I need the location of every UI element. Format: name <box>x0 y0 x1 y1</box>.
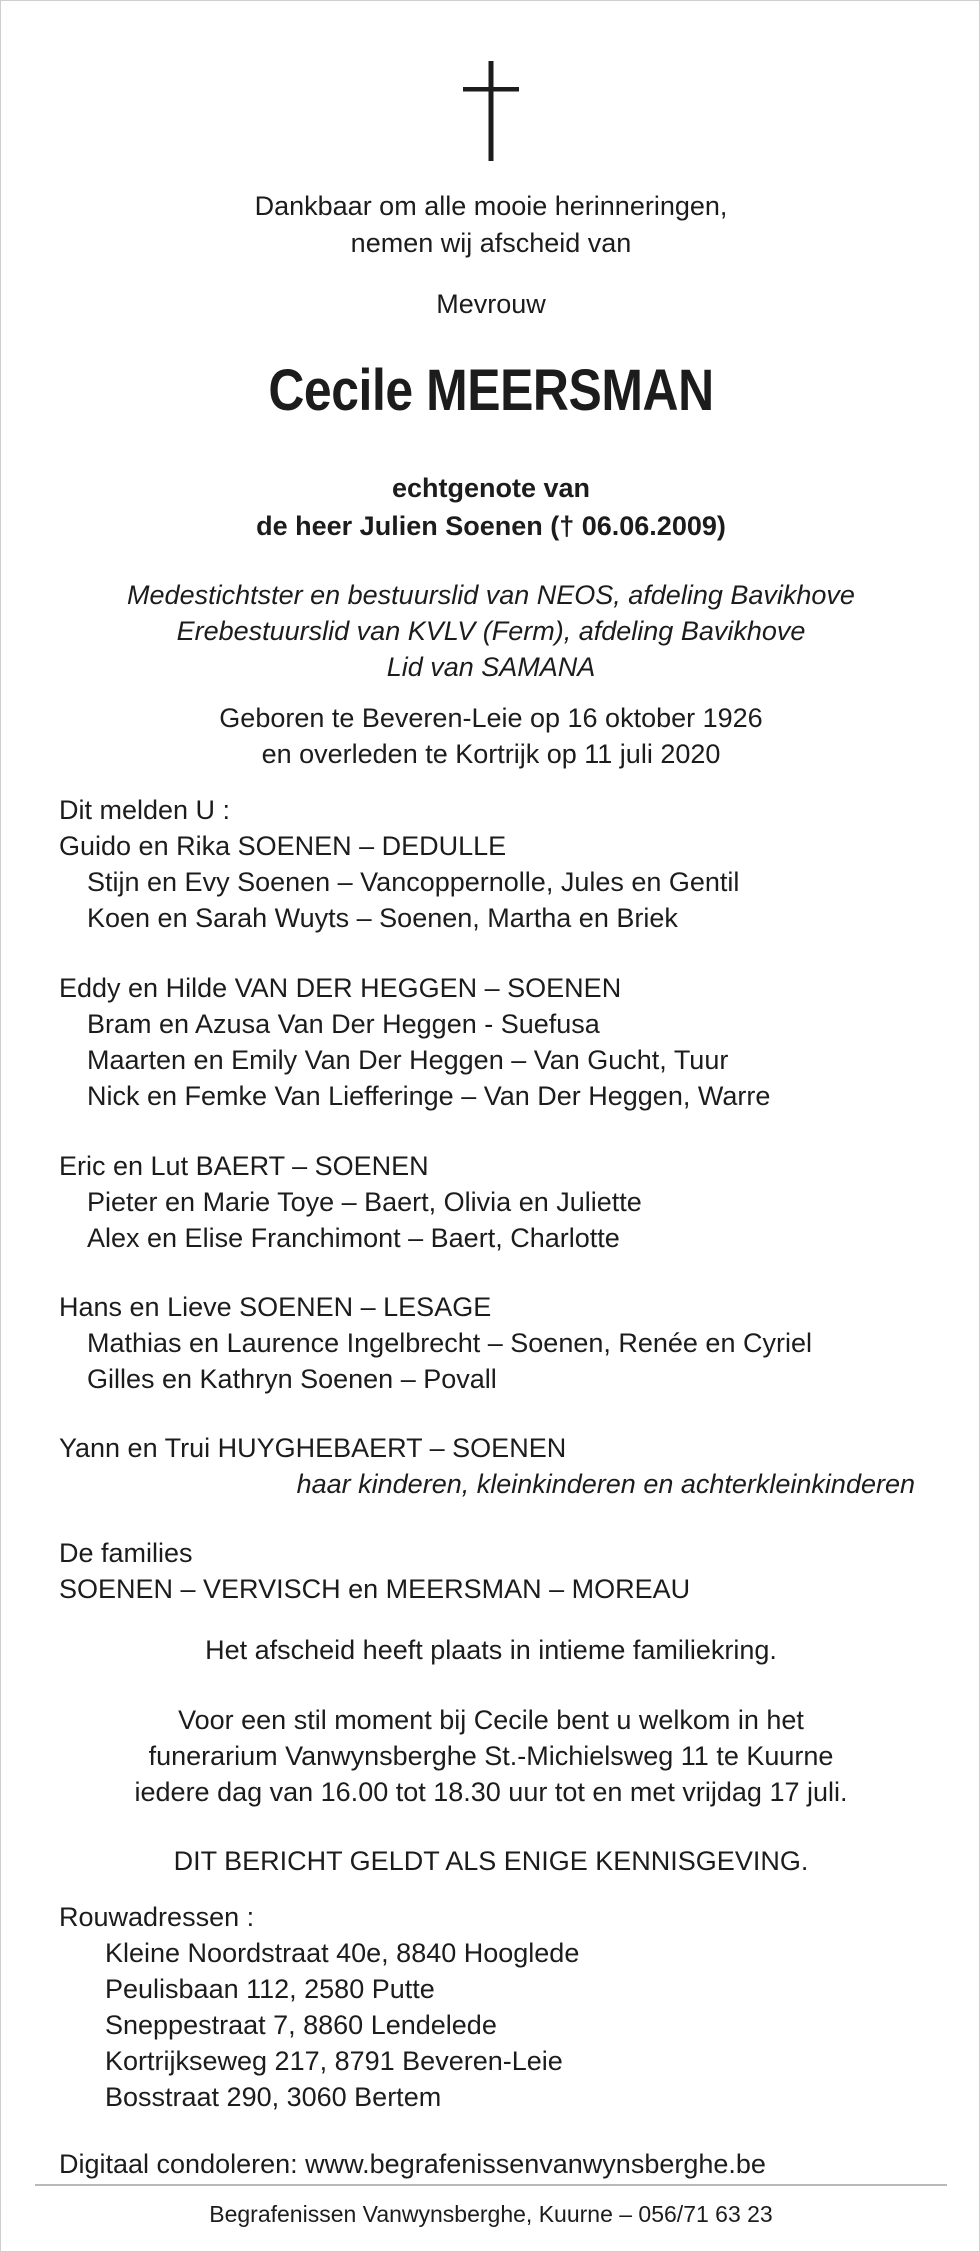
cross-icon <box>463 61 519 161</box>
family-group-head: Eric en Lut BAERT – SOENEN <box>59 1151 429 1181</box>
address-item: Kleine Noordstraat 40e, 8840 Hooglede <box>105 1938 580 1968</box>
address-item: Sneppestraat 7, 8860 Lendelede <box>105 2010 497 2040</box>
family-member: Pieter en Marie Toye – Baert, Olivia en Juliette <box>87 1187 642 1217</box>
family-member: Mathias en Laurence Ingelbrecht – Soenen, Renée en Cyriel <box>87 1328 812 1358</box>
affiliation: Lid van SAMANA <box>386 652 596 682</box>
visit-line-3: iedere dag van 16.00 tot 18.30 uur tot en met vrijdag 17 juli. <box>134 1777 848 1807</box>
intro-line-2: nemen wij afscheid van <box>350 228 632 258</box>
visit-line-1: Voor een stil moment bij Cecile bent u welkom in het <box>178 1705 804 1735</box>
family-group-head: Eddy en Hilde VAN DER HEGGEN – SOENEN <box>59 973 622 1003</box>
affiliation: Medestichtster en bestuurslid van NEOS, afdeling Bavikhove <box>127 580 855 610</box>
family-member: Bram en Azusa Van Der Heggen - Suefusa <box>87 1009 600 1039</box>
spouse-line-1: echtgenote van <box>391 473 591 503</box>
descendants-line: haar kinderen, kleinkinderen en achterkleinkinderen <box>296 1469 915 1499</box>
death-line: en overleden te Kortrijk op 11 juli 2020 <box>261 739 721 769</box>
family-group-head: Guido en Rika SOENEN – DEDULLE <box>59 831 507 861</box>
intro-line-1: Dankbaar om alle mooie herinneringen, <box>254 191 728 221</box>
family-member: Koen en Sarah Wuyts – Soenen, Martha en Briek <box>87 903 678 933</box>
private-farewell: Het afscheid heeft plaats in intieme familiekring. <box>205 1635 777 1665</box>
family-member: Maarten en Emily Van Der Heggen – Van Gucht, Tuur <box>87 1045 729 1075</box>
affiliation: Erebestuurslid van KVLV (Ferm), afdeling Bavikhove <box>176 616 806 646</box>
deceased-name: Cecile MEERSMAN <box>268 358 714 423</box>
families-names: SOENEN – VERVISCH en MEERSMAN – MOREAU <box>59 1574 691 1604</box>
spouse-line-2: de heer Julien Soenen († 06.06.2009) <box>256 511 726 541</box>
family-member: Gilles en Kathryn Soenen – Povall <box>87 1364 497 1394</box>
family-member: Stijn en Evy Soenen – Vancoppernolle, Jules en Gentil <box>87 867 740 897</box>
birth-line: Geboren te Beveren-Leie op 16 oktober 1926 <box>219 703 763 733</box>
condolence-line: Digitaal condoleren: www.begrafenissenvanwynsberghe.be <box>59 2149 766 2179</box>
family-group-head: Hans en Lieve SOENEN – LESAGE <box>59 1292 492 1322</box>
family-intro: Dit melden U : <box>59 795 231 825</box>
addresses-label: Rouwadressen : <box>59 1902 255 1932</box>
address-item: Peulisbaan 112, 2580 Putte <box>105 1974 435 2004</box>
notice-line: DIT BERICHT GELDT ALS ENIGE KENNISGEVING. <box>173 1846 809 1876</box>
visit-line-2: funerarium Vanwynsberghe St.-Michielsweg 11 te Kuurne <box>148 1741 834 1771</box>
family-member: Alex en Elise Franchimont – Baert, Charlotte <box>87 1223 620 1253</box>
family-member: Nick en Femke Van Liefferinge – Van Der Heggen, Warre <box>87 1081 771 1111</box>
families-label: De families <box>59 1538 193 1568</box>
salutation: Mevrouw <box>436 289 546 319</box>
address-item: Bosstraat 290, 3060 Bertem <box>105 2082 442 2112</box>
family-group-head: Yann en Trui HUYGHEBAERT – SOENEN <box>59 1433 567 1463</box>
address-item: Kortrijkseweg 217, 8791 Beveren-Leie <box>105 2046 563 2076</box>
footer-divider <box>35 2184 947 2186</box>
footer-line: Begrafenissen Vanwynsberghe, Kuurne – 056/71 63 23 <box>209 2201 773 2227</box>
